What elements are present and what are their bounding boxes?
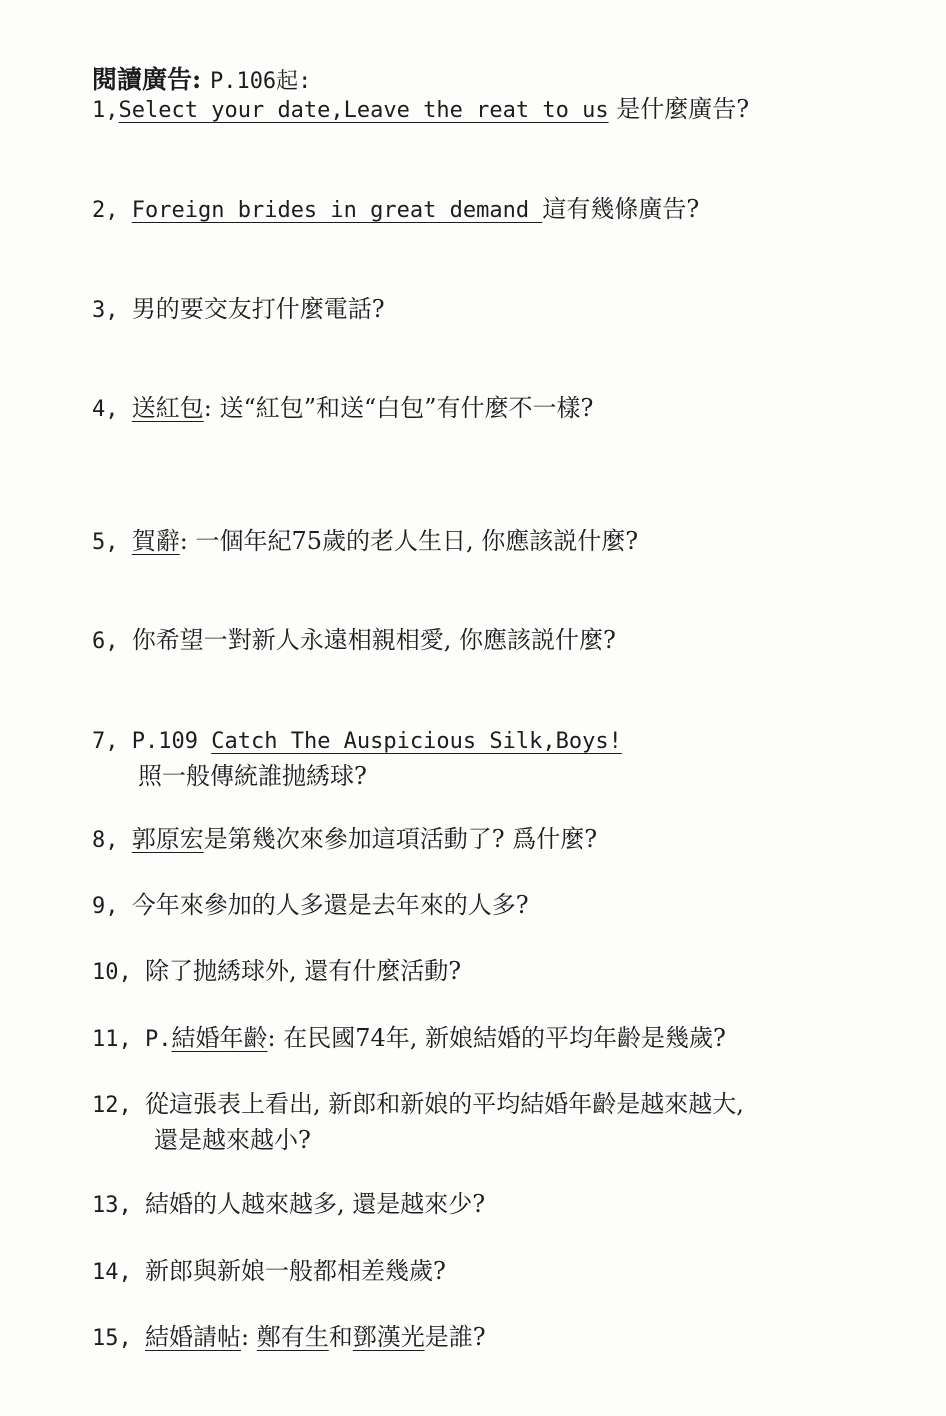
heading-page-ref: P.106起: [209, 69, 312, 94]
heading-title: 閱讀廣告: [92, 65, 202, 94]
question-text-line2: 還是越來越小? [154, 1126, 311, 1154]
question-number: 14, [92, 1260, 145, 1285]
ad-title-underlined: Foreign brides in great demand [131, 198, 543, 223]
question-4 [92, 391, 593, 427]
question-text: : 在民國74年, 新娘結婚的平均年齡是幾歲? [267, 1024, 726, 1052]
page-ref: P. [144, 1027, 172, 1052]
separator-text: : [240, 1323, 257, 1351]
question-text: 是第幾次來參加這項活動了? 爲什麼? [203, 825, 598, 853]
question-3 [92, 292, 385, 328]
question-2 [92, 192, 699, 228]
question-text: : 送“紅包”和送“白包”有什麼不一樣? [203, 394, 594, 422]
question-11 [92, 1021, 726, 1057]
question-number: 12, [92, 1093, 145, 1118]
topic-underlined: 賀辭 [131, 527, 180, 555]
question-text: 新郎與新娘一般都相差幾歲? [144, 1257, 446, 1285]
question-5 [92, 524, 638, 560]
question-9 [92, 888, 529, 924]
question-number: 13, [92, 1193, 145, 1218]
question-text: 是什麼廣告? [608, 95, 750, 123]
question-number: 1, [92, 98, 119, 123]
question-6 [92, 623, 616, 659]
connector-text: 和 [328, 1323, 353, 1351]
name-underlined: 鄭有生 [256, 1323, 329, 1351]
question-text-line2: 照一般傳統誰抛綉球? [138, 762, 367, 790]
name-underlined: 鄧漢光 [352, 1323, 425, 1351]
topic-underlined: 結婚請帖 [144, 1323, 241, 1351]
page-ref: P.109 [131, 729, 212, 754]
question-14 [92, 1254, 446, 1290]
question-number: 4, [92, 397, 132, 422]
question-text: 這有幾條廣告? [542, 195, 700, 223]
question-8 [92, 822, 597, 858]
question-text: 結婚的人越來越多, 還是越來少? [144, 1190, 486, 1218]
question-text: 今年來參加的人多還是去年來的人多? [131, 891, 529, 919]
question-number: 9, [92, 894, 132, 919]
question-15 [92, 1320, 486, 1356]
question-text: 除了抛綉球外, 還有什麼活動? [144, 957, 462, 985]
question-text: 從這張表上看出, 新郎和新娘的平均結婚年齡是越來越大, [144, 1090, 744, 1118]
question-number: 10, [92, 960, 145, 985]
question-number: 8, [92, 828, 132, 853]
question-number: 2, [92, 198, 132, 223]
question-number: 3, [92, 298, 132, 323]
name-underlined: 郭原宏 [131, 825, 204, 853]
ad-title-underlined: Catch The Auspicious Silk,Boys! [211, 729, 622, 754]
question-number: 7, [92, 729, 132, 754]
question-text: 你希望一對新人永遠相親相愛, 你應該説什麼? [131, 626, 616, 654]
question-12 [92, 1087, 744, 1157]
question-text: : 一個年紀75歲的老人生日, 你應該説什麼? [179, 527, 639, 555]
question-13 [92, 1187, 485, 1223]
question-number: 6, [92, 629, 132, 654]
ad-title-underlined: Select your date,Leave the reat to us [118, 98, 609, 123]
topic-underlined: 結婚年齡 [171, 1024, 268, 1052]
question-1 [92, 92, 749, 128]
question-7 [92, 723, 622, 793]
question-10 [92, 954, 461, 990]
topic-underlined: 送紅包 [131, 394, 204, 422]
question-text: 男的要交友打什麼電話? [131, 295, 385, 323]
worksheet-heading [92, 60, 311, 96]
question-number: 11, [92, 1027, 145, 1052]
question-text: 是誰? [424, 1323, 486, 1351]
question-number: 5, [92, 530, 132, 555]
question-number: 15, [92, 1326, 145, 1351]
